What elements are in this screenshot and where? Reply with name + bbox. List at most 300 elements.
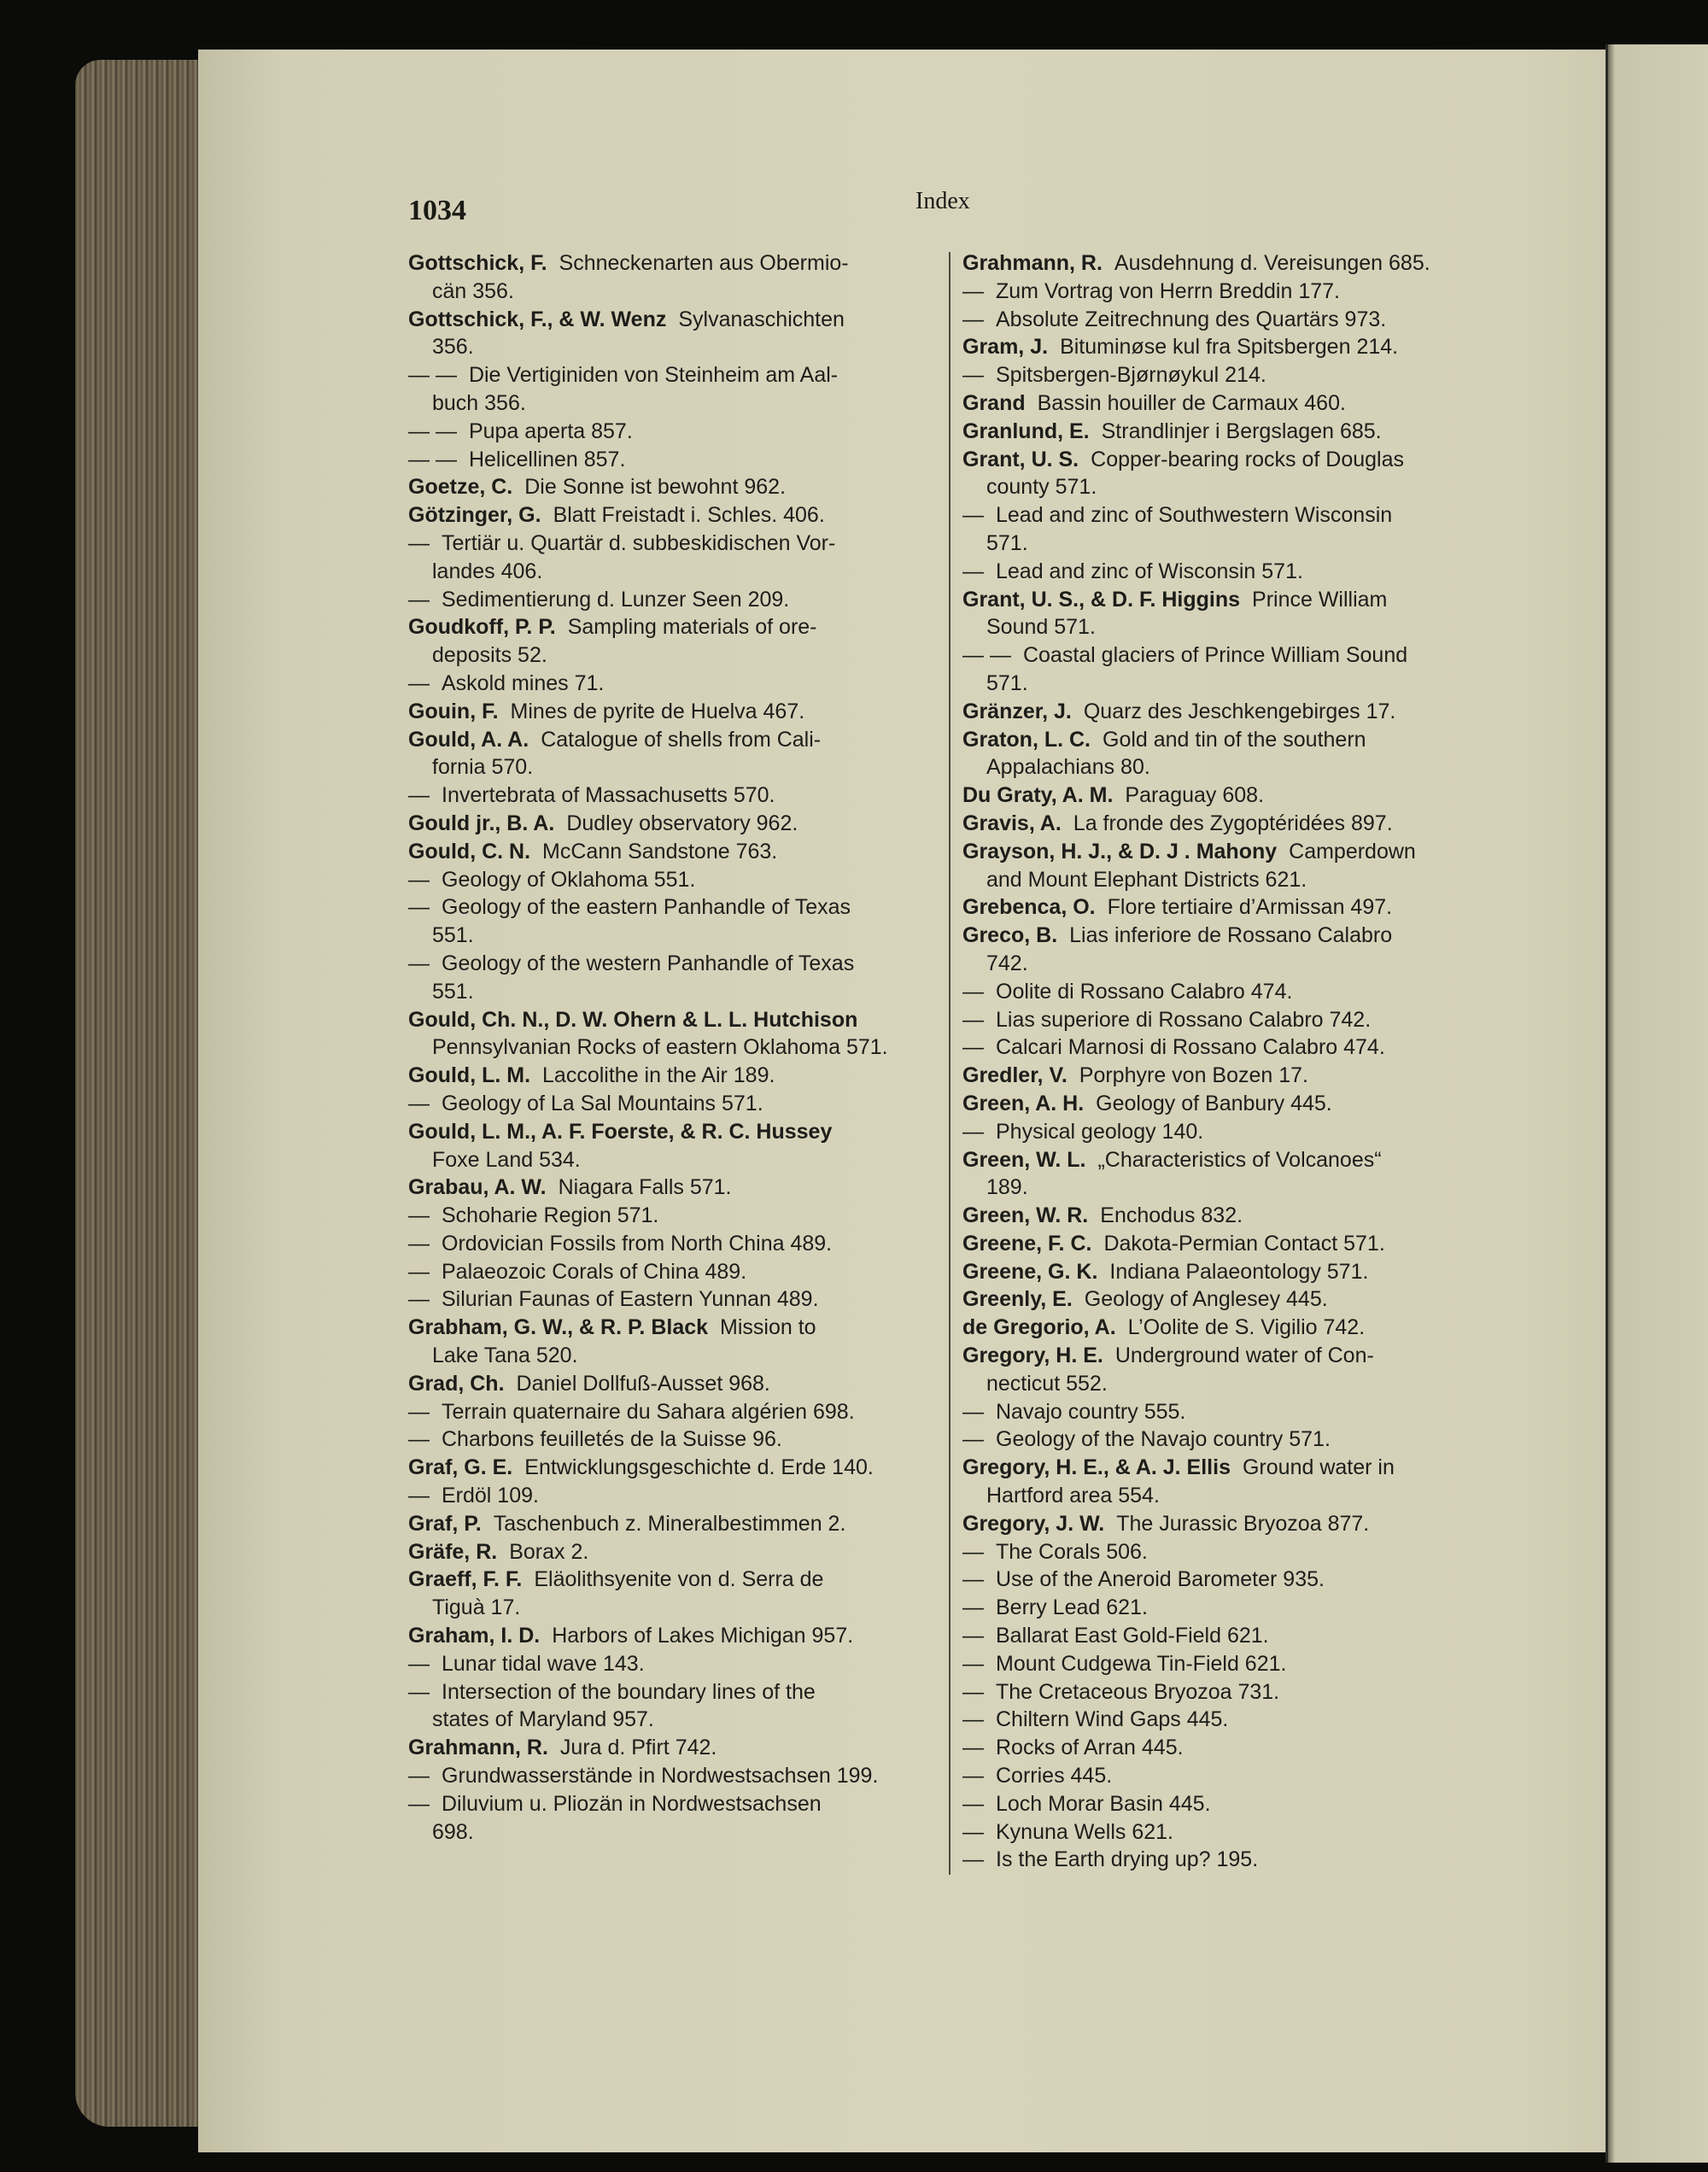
index-title: Bituminøse kul fra Spitsbergen 214. <box>1060 335 1399 360</box>
index-title: Mount Cudgewa Tin-Field 621. <box>996 1651 1287 1676</box>
index-title-continuation: 571. <box>986 530 1028 555</box>
index-entry <box>408 249 931 306</box>
ditto-dash: — <box>408 951 430 975</box>
ditto-dash: — <box>408 895 430 920</box>
index-entry <box>962 641 1490 698</box>
ditto-dash: — <box>408 1259 430 1284</box>
index-title: Die Vertiginiden von Steinheim am Aal- <box>468 363 839 388</box>
index-title: Indiana Palaeontology 571. <box>1109 1259 1369 1284</box>
index-title: Schneckenarten aus Obermio- <box>559 251 849 275</box>
adjacent-page-edge <box>1606 44 1708 2163</box>
index-title: Gold and tin of the southern <box>1103 727 1366 752</box>
index-entry <box>408 1650 931 1678</box>
index-entry <box>408 670 931 698</box>
index-title: Eläolithsyenite von d. Serra de <box>534 1567 824 1592</box>
ditto-dash: — <box>408 1399 430 1424</box>
index-title: Schoharie Region 571. <box>442 1203 659 1228</box>
index-author: Gould, L. M. <box>408 1063 531 1088</box>
index-title-continuation: 356. <box>432 335 474 360</box>
index-title: Charbons feuilletés de la Suisse 96. <box>442 1427 782 1452</box>
index-entry <box>962 1314 1490 1342</box>
ditto-dash: — <box>962 1679 984 1704</box>
index-title: Geology of the eastern Panhandle of Texas <box>442 895 851 920</box>
index-author: Gould, Ch. N., D. W. Ohern & L. L. Hutchison <box>408 1007 858 1032</box>
ditto-dash: — <box>962 363 984 388</box>
ditto-dash: — <box>408 1203 430 1228</box>
index-entry <box>962 1734 1490 1762</box>
ditto-dash: — <box>408 1231 430 1256</box>
ditto-dash: — <box>962 1624 984 1648</box>
index-entry <box>962 1426 1490 1454</box>
index-author: Grayson, H. J., & D. J . Mahony <box>962 839 1278 864</box>
index-title-continuation: Appalachians 80. <box>986 755 1150 780</box>
index-author: Grahmann, R. <box>408 1736 548 1760</box>
ditto-dash: — <box>962 1399 984 1424</box>
index-title-continuation: buch 356. <box>432 390 526 415</box>
index-entry <box>962 1202 1490 1230</box>
index-author: Gravis, A. <box>962 811 1062 835</box>
index-entry <box>408 1538 931 1566</box>
index-entry <box>962 978 1490 1006</box>
index-entry <box>408 1258 931 1286</box>
running-head: Index <box>915 188 970 214</box>
index-author: Greenly, E. <box>962 1287 1073 1312</box>
index-entry <box>962 1678 1490 1707</box>
index-title-continuation: cän 356. <box>432 278 514 303</box>
index-entry <box>408 1062 931 1090</box>
index-author: Grabau, A. W. <box>408 1175 547 1200</box>
ditto-dash: — <box>962 1119 984 1144</box>
index-title: Ballarat East Gold-Field 621. <box>996 1624 1269 1648</box>
index-title: L’Oolite de S. Vigilio 742. <box>1127 1315 1366 1340</box>
index-entry <box>408 1174 931 1202</box>
index-entry <box>962 1146 1490 1203</box>
index-title: Enchodus 832. <box>1100 1203 1243 1228</box>
index-title: Invertebrata of Massachusetts 570. <box>442 783 775 808</box>
index-entry <box>962 1846 1490 1874</box>
index-entry <box>962 558 1490 586</box>
index-title-continuation: fornia 570. <box>432 755 534 780</box>
index-entry <box>962 1594 1490 1622</box>
index-entry <box>408 501 931 530</box>
index-title: McCann Sandstone 763. <box>542 839 778 864</box>
index-entry <box>962 1510 1490 1538</box>
index-title: Bassin houiller de Carmaux 460. <box>1037 390 1346 415</box>
ditto-dash: — <box>962 1819 984 1844</box>
index-entry <box>962 1342 1490 1398</box>
index-title: Calcari Marnosi di Rossano Calabro 474. <box>996 1035 1385 1060</box>
ditto-dash: — <box>962 278 984 303</box>
index-entry <box>962 1538 1490 1566</box>
index-entry <box>408 1734 931 1762</box>
index-author: Gould jr., B. A. <box>408 811 555 835</box>
index-author: Graton, L. C. <box>962 727 1091 752</box>
index-entry <box>408 1790 931 1847</box>
page-number: 1034 <box>408 195 466 226</box>
index-author: Gottschick, F., & W. Wenz <box>408 307 667 331</box>
index-title: Strandlinjer i Bergslagen 685. <box>1101 419 1382 443</box>
ditto-dash: — <box>408 1679 430 1704</box>
index-title: Geology of the western Panhandle of Texas <box>442 951 855 975</box>
index-entry <box>408 726 931 782</box>
index-entry <box>408 1118 931 1174</box>
index-entry <box>962 1230 1490 1258</box>
ditto-dash: — <box>408 1091 430 1115</box>
index-title: Is the Earth drying up? 195. <box>996 1847 1259 1872</box>
index-entry <box>408 1454 931 1482</box>
index-title: Dakota-Permian Contact 571. <box>1103 1231 1385 1256</box>
index-author: Graeff, F. F. <box>408 1567 523 1592</box>
index-title: Dudley observatory 962. <box>566 811 798 835</box>
index-title: Jura d. Pfirt 742. <box>559 1736 717 1760</box>
index-title: Erdöl 109. <box>442 1484 539 1508</box>
index-title-continuation: Hartford area 554. <box>986 1484 1160 1508</box>
index-title-continuation: states of Maryland 957. <box>432 1707 654 1732</box>
index-title-continuation: Sound 571. <box>986 615 1096 640</box>
index-entry <box>408 1314 931 1370</box>
index-author: Gould, L. M., A. F. Foerste, & R. C. Hussey <box>408 1119 833 1144</box>
index-entry <box>408 1678 931 1735</box>
index-author: Greene, G. K. <box>962 1259 1098 1284</box>
index-entry <box>962 1762 1490 1790</box>
index-entry <box>962 726 1490 782</box>
index-title: Grundwasserstände in Nordwestsachsen 199. <box>442 1764 879 1789</box>
index-entry <box>962 1090 1490 1118</box>
index-title: Geology of Banbury 445. <box>1096 1091 1332 1115</box>
index-entry <box>962 418 1490 446</box>
index-title: Rocks of Arran 445. <box>996 1736 1184 1760</box>
index-title: Ordovician Fossils from North China 489. <box>442 1231 833 1256</box>
index-author: Goetze, C. <box>408 475 513 500</box>
index-title: La fronde des Zygoptéridées 897. <box>1073 811 1393 835</box>
index-title: Underground water of Con- <box>1114 1344 1374 1368</box>
index-author: Götzinger, G. <box>408 503 541 528</box>
index-title: Loch Morar Basin 445. <box>996 1791 1211 1816</box>
book-page-edges <box>75 60 203 2127</box>
index-title: Flore tertiaire d’Armissan 497. <box>1107 895 1393 920</box>
index-author: Gouin, F. <box>408 699 499 723</box>
index-author: Graf, G. E. <box>408 1455 513 1480</box>
index-author: Graham, I. D. <box>408 1624 541 1648</box>
index-entry <box>408 586 931 614</box>
index-title: Daniel Dollfuß-Ausset 968. <box>516 1371 770 1396</box>
ditto-dash: — <box>962 1035 984 1060</box>
index-entry <box>962 389 1490 418</box>
index-title: Porphyre von Bozen 17. <box>1079 1063 1309 1088</box>
index-entry <box>408 1230 931 1258</box>
index-entry <box>408 446 931 474</box>
index-author: Gould, A. A. <box>408 727 529 752</box>
index-title: Geology of Oklahoma 551. <box>442 867 696 892</box>
index-entry <box>408 698 931 726</box>
ditto-dash: — <box>962 1539 984 1564</box>
index-title: Blatt Freistadt i. Schles. 406. <box>553 503 825 528</box>
index-title-continuation: and Mount Elephant Districts 621. <box>986 867 1307 892</box>
index-author: Goudkoff, P. P. <box>408 615 556 640</box>
index-title: Lunar tidal wave 143. <box>442 1651 645 1676</box>
index-entry <box>408 893 931 950</box>
index-title: Oolite di Rossano Calabro 474. <box>996 979 1293 1004</box>
index-column-left <box>408 249 931 1846</box>
index-entry <box>408 1426 931 1454</box>
index-entry <box>408 361 931 418</box>
index-title: Mines de pyrite de Huelva 467. <box>510 699 805 723</box>
ditto-dash: — <box>408 1427 430 1452</box>
index-title: Pupa aperta 857. <box>468 419 633 443</box>
index-entry <box>408 1398 931 1426</box>
index-entry <box>408 1622 931 1650</box>
index-author: Gottschick, F. <box>408 251 547 275</box>
index-entry <box>408 1762 931 1790</box>
index-title-continuation: Foxe Land 534. <box>432 1147 581 1172</box>
index-title-continuation: Lake Tana 520. <box>432 1344 578 1368</box>
index-title: Harbors of Lakes Michigan 957. <box>552 1624 854 1648</box>
index-author: Green, A. H. <box>962 1091 1085 1115</box>
index-title-continuation: 571. <box>986 670 1028 695</box>
index-title: Physical geology 140. <box>996 1119 1204 1144</box>
ditto-dash: — <box>408 1764 430 1789</box>
index-title: Lias superiore di Rossano Calabro 742. <box>996 1007 1372 1032</box>
index-title: Kynuna Wells 621. <box>996 1819 1173 1844</box>
index-title: Spitsbergen-Bjørnøykul 214. <box>996 363 1266 388</box>
index-title: Laccolithe in the Air 189. <box>542 1063 775 1088</box>
index-title: Sampling materials of ore- <box>567 615 817 640</box>
index-entry <box>962 361 1490 389</box>
ditto-dash: — <box>962 1764 984 1789</box>
index-author: Gregory, H. E., & A. J. Ellis <box>962 1455 1231 1480</box>
index-entry <box>408 1566 931 1622</box>
index-entry <box>962 446 1490 502</box>
index-title: Paraguay 608. <box>1125 783 1265 808</box>
index-title: Berry Lead 621. <box>996 1595 1148 1620</box>
index-title-continuation: 551. <box>432 923 474 948</box>
index-author: Du Graty, A. M. <box>962 783 1114 808</box>
index-entry <box>408 1482 931 1510</box>
index-entry <box>962 838 1490 894</box>
index-entry <box>408 950 931 1006</box>
index-title: Intersection of the boundary lines of the <box>442 1679 816 1704</box>
index-entry <box>962 1062 1490 1090</box>
index-entry <box>408 1285 931 1314</box>
index-author: Greene, F. C. <box>962 1231 1092 1256</box>
index-entry <box>408 530 931 586</box>
index-entry <box>408 613 931 670</box>
index-entry <box>962 1398 1490 1426</box>
ditto-dash: — <box>962 1847 984 1872</box>
index-entry <box>962 1033 1490 1062</box>
index-author: Gräfe, R. <box>408 1539 498 1564</box>
index-entry <box>408 1090 931 1118</box>
index-author: Grant, U. S. <box>962 447 1079 471</box>
index-title: Sylvanaschichten <box>678 307 845 331</box>
index-title: Use of the Aneroid Barometer 935. <box>996 1567 1325 1592</box>
index-title: The Corals 506. <box>996 1539 1148 1564</box>
index-author: Grad, Ch. <box>408 1371 505 1396</box>
index-title: The Cretaceous Bryozoa 731. <box>996 1679 1280 1704</box>
ditto-dash: — <box>408 1484 430 1508</box>
index-title: Lead and zinc of Southwestern Wisconsin <box>996 503 1393 528</box>
index-entry <box>962 1818 1490 1847</box>
index-title: Helicellinen 857. <box>468 447 626 471</box>
index-title: Corries 445. <box>996 1764 1113 1789</box>
index-title: Ausdehnung d. Vereisungen 685. <box>1114 251 1430 275</box>
index-title: Camperdown <box>1289 839 1416 864</box>
index-entry <box>962 306 1490 334</box>
index-title: Quarz des Jeschkengebirges 17. <box>1083 699 1396 723</box>
ditto-dash: — — <box>962 643 1011 668</box>
index-title: Entwicklungsgeschichte d. Erde 140. <box>524 1455 874 1480</box>
ditto-dash: — <box>962 1791 984 1816</box>
index-author: Gould, C. N. <box>408 839 531 864</box>
ditto-dash: — <box>408 1651 430 1676</box>
index-entry <box>962 1118 1490 1146</box>
index-entry <box>962 249 1490 278</box>
ditto-dash: — <box>962 1007 984 1032</box>
index-title: „Characteristics of Volcanoes“ <box>1097 1147 1382 1172</box>
index-entry <box>962 782 1490 810</box>
index-entry <box>408 1510 931 1538</box>
index-title: Tertiär u. Quartär d. subbeskidischen Vor- <box>442 530 836 555</box>
index-author: Greco, B. <box>962 923 1058 948</box>
index-entry <box>962 1454 1490 1510</box>
index-entry <box>962 1650 1490 1678</box>
index-title-continuation: deposits 52. <box>432 643 547 668</box>
index-title: Geology of La Sal Mountains 571. <box>442 1091 763 1115</box>
index-author: Grebenca, O. <box>962 895 1096 920</box>
index-author: Graf, P. <box>408 1511 482 1536</box>
index-entry <box>962 1006 1490 1034</box>
index-title-continuation: Tiguà 17. <box>432 1595 521 1620</box>
ditto-dash: — <box>408 1791 430 1816</box>
ditto-dash: — <box>962 503 984 528</box>
index-title: Terrain quaternaire du Sahara algérien 698. <box>442 1399 855 1424</box>
index-title: The Jurassic Bryozoa 877. <box>1116 1511 1370 1536</box>
index-title: Catalogue of shells from Cali- <box>541 727 822 752</box>
index-title: Zum Vortrag von Herrn Breddin 177. <box>996 278 1340 303</box>
index-entry <box>962 1706 1490 1734</box>
index-author: Gram, J. <box>962 335 1049 360</box>
index-entry <box>408 838 931 866</box>
ditto-dash: — — <box>408 363 457 388</box>
index-entry <box>962 1285 1490 1314</box>
index-title-continuation: 698. <box>432 1819 474 1844</box>
index-author: Grabham, G. W., & R. P. Black <box>408 1315 709 1340</box>
index-title: Silurian Faunas of Eastern Yunnan 489. <box>442 1287 819 1312</box>
index-title: Chiltern Wind Gaps 445. <box>996 1707 1229 1732</box>
index-author: Gredler, V. <box>962 1063 1068 1088</box>
index-title: Lias inferiore de Rossano Calabro <box>1069 923 1393 948</box>
index-title: Borax 2. <box>509 1539 589 1564</box>
index-entry <box>962 893 1490 922</box>
index-title-continuation: Pennsylvanian Rocks of eastern Oklahoma 571. <box>432 1035 888 1060</box>
index-entry <box>962 1258 1490 1286</box>
index-title: Copper-bearing rocks of Douglas <box>1091 447 1404 471</box>
index-title: Mission to <box>720 1315 816 1340</box>
index-title-continuation: 189. <box>986 1175 1028 1200</box>
ditto-dash: — <box>962 559 984 583</box>
index-entry <box>962 501 1490 558</box>
ditto-dash: — <box>962 1427 984 1452</box>
index-author: Gränzer, J. <box>962 699 1072 723</box>
index-title-continuation: landes 406. <box>432 559 543 583</box>
index-author: Green, W. R. <box>962 1203 1089 1228</box>
index-entry <box>408 1006 931 1063</box>
index-title: Niagara Falls 571. <box>558 1175 732 1200</box>
ditto-dash: — <box>962 1651 984 1676</box>
ditto-dash: — <box>962 979 984 1004</box>
ditto-dash: — <box>408 867 430 892</box>
index-entry <box>962 1566 1490 1594</box>
index-entry <box>408 1202 931 1230</box>
index-entry <box>408 473 931 501</box>
index-title: Coastal glaciers of Prince William Sound <box>1022 643 1408 668</box>
ditto-dash: — — <box>408 447 457 471</box>
index-entry <box>962 1790 1490 1818</box>
ditto-dash: — <box>962 1567 984 1592</box>
index-title-continuation: 742. <box>986 951 1028 975</box>
ditto-dash: — <box>962 1595 984 1620</box>
index-author: Grahmann, R. <box>962 251 1103 275</box>
index-entry <box>962 586 1490 642</box>
index-title: Askold mines 71. <box>442 670 605 695</box>
ditto-dash: — <box>962 1707 984 1732</box>
ditto-dash: — <box>408 670 430 695</box>
index-title: Ground water in <box>1242 1455 1395 1480</box>
index-entry <box>408 418 931 446</box>
index-entry <box>962 922 1490 978</box>
ditto-dash: — <box>408 530 430 555</box>
index-entry <box>962 278 1490 306</box>
index-title: Die Sonne ist bewohnt 962. <box>524 475 787 500</box>
index-title: Diluvium u. Pliozän in Nordwestsachsen <box>442 1791 822 1816</box>
ditto-dash: — <box>408 587 430 612</box>
index-entry <box>408 866 931 894</box>
ditto-dash: — <box>962 307 984 331</box>
column-divider <box>949 252 951 1875</box>
index-author: Grant, U. S., & D. F. Higgins <box>962 587 1241 612</box>
index-author: Green, W. L. <box>962 1147 1086 1172</box>
index-author: Gregory, H. E. <box>962 1344 1103 1368</box>
ditto-dash: — <box>962 1736 984 1760</box>
index-title: Sedimentierung d. Lunzer Seen 209. <box>442 587 790 612</box>
index-title: Absolute Zeitrechnung des Quartärs 973. <box>996 307 1387 331</box>
ditto-dash: — — <box>408 419 457 443</box>
index-title: Palaeozoic Corals of China 489. <box>442 1259 747 1284</box>
index-column-right <box>962 249 1490 1874</box>
index-title: Prince William <box>1252 587 1388 612</box>
index-title: Taschenbuch z. Mineralbestimmen 2. <box>493 1511 846 1536</box>
index-title: Navajo country 555. <box>996 1399 1186 1424</box>
index-author: Granlund, E. <box>962 419 1090 443</box>
index-entry <box>408 306 931 362</box>
index-title-continuation: 551. <box>432 979 474 1004</box>
index-entry <box>408 1370 931 1398</box>
index-entry <box>962 698 1490 726</box>
index-entry <box>962 333 1490 361</box>
index-author: Grand <box>962 390 1026 415</box>
index-entry <box>962 1622 1490 1650</box>
index-title-continuation: necticut 552. <box>986 1371 1108 1396</box>
index-title: Geology of the Navajo country 571. <box>996 1427 1331 1452</box>
ditto-dash: — <box>408 1287 430 1312</box>
index-title-continuation: county 571. <box>986 475 1097 500</box>
index-entry <box>408 782 931 810</box>
index-author: Gregory, J. W. <box>962 1511 1105 1536</box>
index-author: de Gregorio, A. <box>962 1315 1116 1340</box>
index-entry <box>408 810 931 838</box>
index-entry <box>962 810 1490 838</box>
index-title: Lead and zinc of Wisconsin 571. <box>996 559 1303 583</box>
